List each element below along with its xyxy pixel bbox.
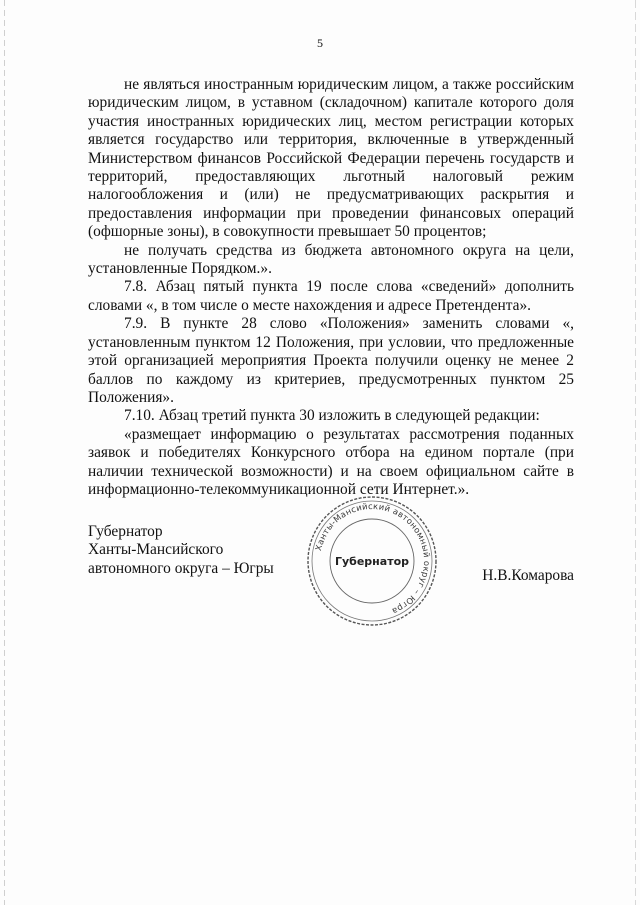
paragraph-1: не являться иностранным юридическим лицом, а также российским юридическим лицом, в уставном (складочном) капитале которого доля участия иностранных юридических лиц, местом регистрации которых является государство или территория, включенные в утвержденный Министерством финансов Российской Федерации перечень государств и территорий, предоставляющих льготный налоговый режим налогообложения и (или) не предусматривающих раскрытия и предоставления информации при проведении финансовых операций (офшорные зоны), в совокупности превышает 50 процентов;: [88, 76, 574, 241]
signer-title-line-2: Ханты-Мансийского: [88, 541, 224, 559]
document-body: [88, 76, 574, 499]
signature-block: [88, 500, 574, 643]
seal-graphic: [304, 493, 440, 629]
scan-edge-left: [4, 0, 5, 905]
scan-edge-right: [635, 0, 636, 905]
seal-ring-text: Ханты-Мансийский автономный округ – Югра: [313, 500, 433, 617]
signer-title-line-1: Губернатор: [88, 523, 163, 540]
paragraph-6: «размещает информацию о результатах рассмотрения поданных заявок и победителях Конкурсного отбора на едином портале (при наличии технической возможности) и на своем официальном сайте в информационно-телекоммуникационной сети Интернет.».: [88, 425, 574, 498]
official-seal: [304, 493, 440, 629]
paragraph-3: 7.8. Абзац пятый пункта 19 после слова «сведений» дополнить словами «, в том числе о месте нахождения и адресе Претендента».: [88, 278, 574, 314]
seal-center-text: Губернатор: [334, 555, 410, 568]
page-number: 5: [317, 36, 323, 50]
signer-title-line-3: автономного округа – Югры: [88, 559, 274, 577]
paragraph-4: 7.9. В пункте 28 слово «Положения» заменить словами «, установленным пунктом 12 Положения, при условии, что предложенные этой организацией мероприятия Проекта получили оценку не менее 2 баллов по каждому из критериев, предусмотренных пунктом 25 Положения».: [88, 315, 574, 406]
signer-title: [88, 523, 274, 578]
signer-name: Н.В.Комарова: [482, 567, 574, 584]
paragraph-5: 7.10. Абзац третий пункта 30 изложить в следующей редакции:: [124, 407, 540, 425]
paragraph-2: не получать средства из бюджета автономного округа на цели, установленные Порядком.».: [88, 241, 574, 278]
